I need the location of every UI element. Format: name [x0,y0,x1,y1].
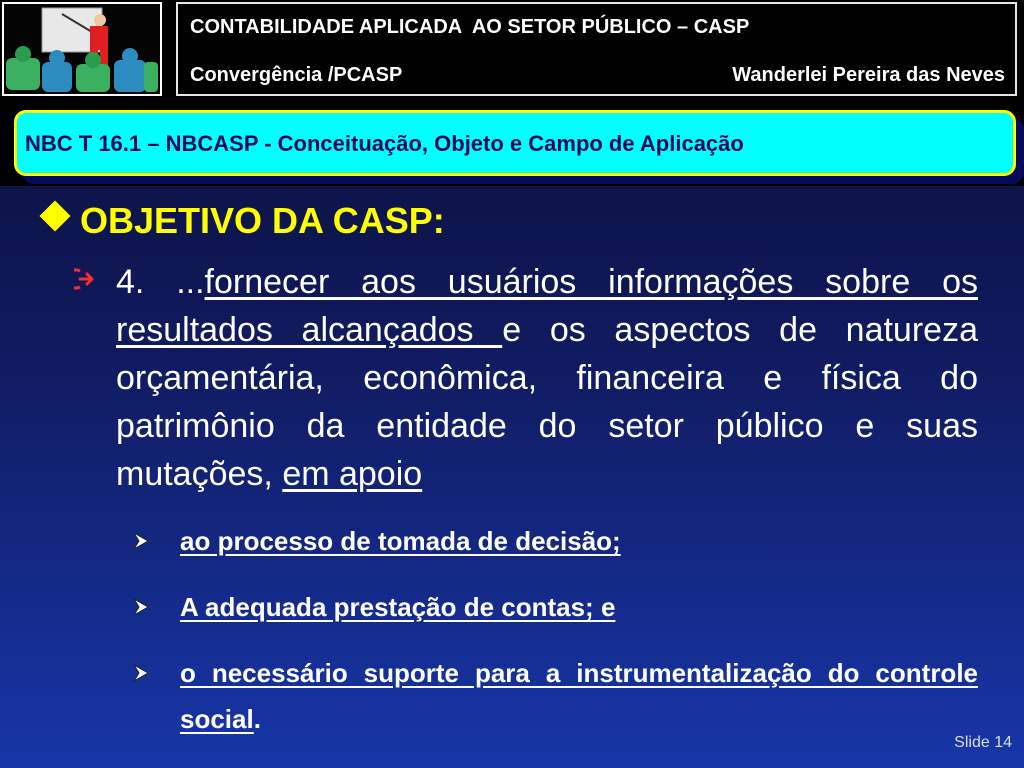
list-item-text: ao processo de tomada de decisão; [180,526,621,556]
section-heading [44,200,445,242]
paragraph-underlined-2: em apoio [282,455,423,493]
author-name: Wanderlei Pereira das Neves [732,64,1005,86]
list-item-text: A adequada prestação de contas; e [180,592,616,622]
list-item-text: o necessário suporte para a instrumentalização do controle social [180,658,978,734]
subtitle-text: NBC T 16.1 – NBCASP - Conceituação, Objeto e Campo de Aplicação [25,131,744,156]
heading-text: OBJETIVO DA CASP: [80,200,445,241]
classroom-logo [2,2,162,96]
header-box [176,2,1017,96]
circled-arrow-icon [74,268,96,290]
course-title: CONTABILIDADE APLICADA AO SETOR PÚBLICO – CASP [190,16,750,38]
presentation-icon [4,4,160,94]
paragraph-underlined-1: fornecer aos usuários informações sobre os resultados alcançados [116,263,978,349]
arrowhead-bullet-icon [132,531,150,551]
course-topic: Convergência /PCASP [190,64,403,86]
arrowhead-bullet-icon [132,597,150,617]
paragraph-middle: e os aspectos de natureza orçamentária, econômica, financeira e física do patrimônio da entidade do setor público e suas mutações, [116,311,978,493]
diamond-bullet-icon [39,200,70,231]
paragraph-prefix: 4. ... [116,263,205,301]
subtitle-banner [14,110,1016,176]
list-item-suffix: . [253,704,261,734]
arrowhead-bullet-icon [132,663,150,683]
slide-number: Slide 14 [954,734,1012,751]
objective-paragraph [116,258,978,498]
